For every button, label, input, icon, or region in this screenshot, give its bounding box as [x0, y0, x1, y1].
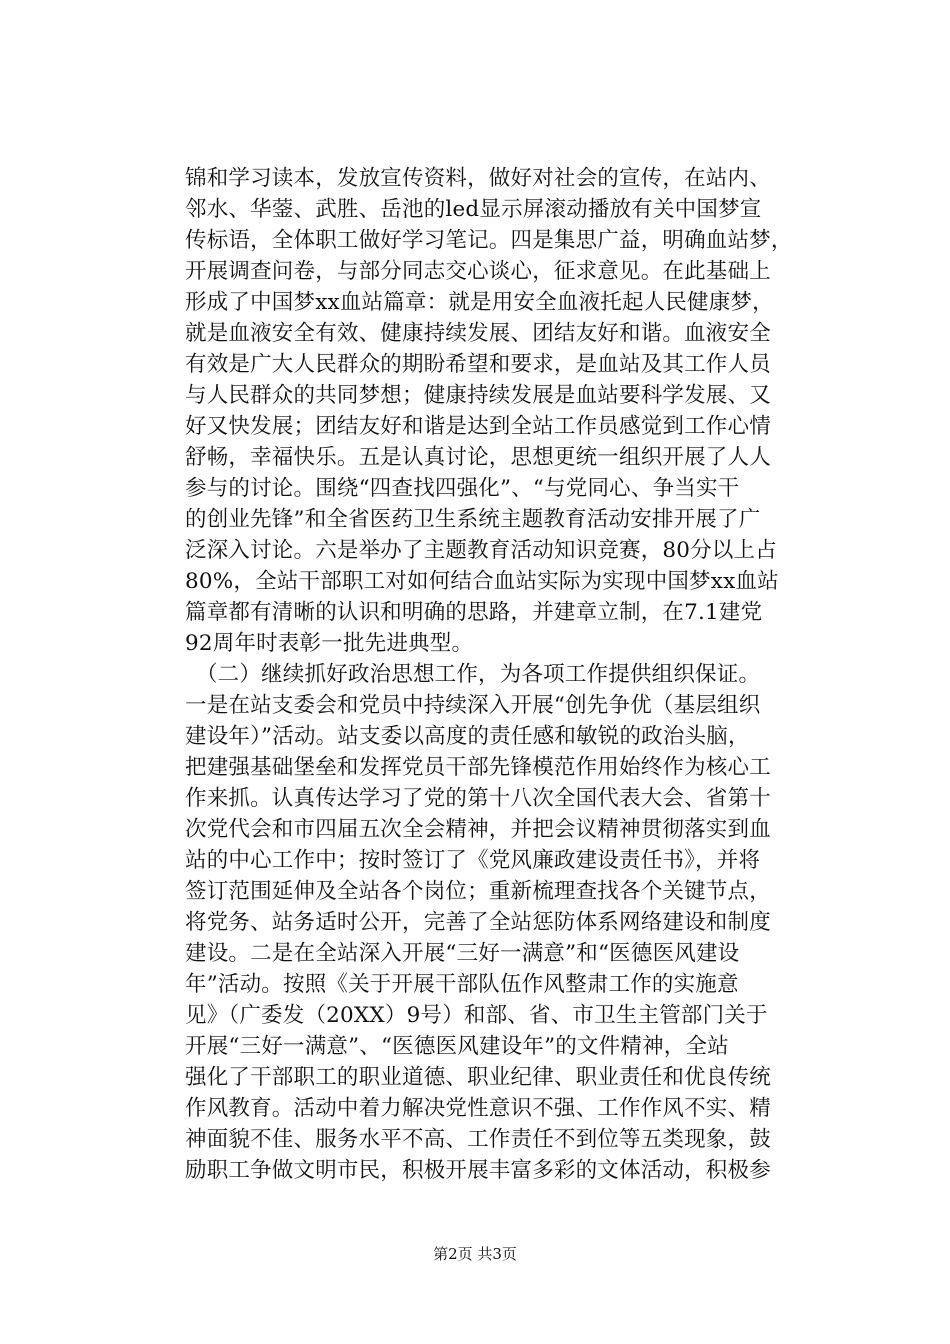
text-line: 年”活动。按照《关于开展干部队伍作风整肃工作的实施意 — [185, 972, 739, 997]
text-line: 好又快发展；团结友好和谐是达到全站工作员感觉到工作心情 — [185, 414, 771, 439]
text-line: 一是在站支委会和党员中持续深入开展“创先争优（基层组织 — [185, 693, 761, 718]
text-line: 见》（广委发（20XX）9号）和部、省、市卫生主管部门关于 — [185, 1003, 768, 1028]
text-line: 篇章都有清晰的认识和明确的思路，并建章立制，在7.1建党 — [185, 600, 763, 625]
text-line: 把建强基础堡垒和发挥党员干部先锋模范作用始终作为核心工 — [185, 755, 771, 780]
page-number: 第2页 共3页 — [433, 1245, 517, 1263]
text-line: 邻水、华蓥、武胜、岳池的led显示屏滚动播放有关中国梦宣 — [185, 197, 762, 222]
text-line: 92周年时表彰一批先进典型。 — [185, 631, 474, 656]
text-line: 签订范围延伸及全站各个岗位；重新梳理查找各个关键节点， — [185, 879, 771, 904]
text-line: 与人民群众的共同梦想；健康持续发展是血站要科学发展、又 — [185, 383, 771, 408]
text-line: 舒畅，幸福快乐。五是认真讨论，思想更统一组织开展了人人 — [185, 445, 771, 470]
text-line: 开展“三好一满意”、“医德医风建设年”的文件精神，全站 — [185, 1034, 729, 1059]
text-line: 的创业先锋”和全省医药卫生系统主题教育活动安排开展了广 — [185, 507, 761, 532]
text-line: 锦和学习读本，发放宣传资料，做好对社会的宣传，在站内、 — [185, 166, 771, 191]
text-line: 有效是广大人民群众的期盼希望和要求，是血站及其工作人员 — [185, 352, 771, 377]
text-line: 参与的讨论。围绕“四查找四强化”、“与党同心、争当实干 — [185, 476, 740, 501]
text-line: 站的中心工作中；按时签订了《党风廉政建设责任书》，并将 — [185, 848, 761, 873]
text-line: 泛深入讨论。六是举办了主题教育活动知识竞赛，80分以上占 — [185, 538, 777, 563]
section-heading-line: （二）继续抓好政治思想工作，为各项工作提供组织保证。 — [185, 662, 761, 687]
text-line: 就是血液安全有效、健康持续发展、团结友好和谐。血液安全 — [185, 321, 771, 346]
text-line: 80%，全站干部职工对如何结合血站实际为实现中国梦xx血站 — [185, 569, 779, 594]
text-line: 开展调查问卷，与部分同志交心谈心，征求意见。在此基础上 — [185, 259, 771, 284]
text-line: 神面貌不佳、服务水平不高、工作责任不到位等五类现象，鼓 — [185, 1127, 771, 1152]
text-line: 强化了干部职工的职业道德、职业纪律、职业责任和优良传统 — [185, 1065, 771, 1090]
text-line: 传标语，全体职工做好学习笔记。四是集思广益，明确血站梦， — [185, 228, 793, 253]
text-line: 作风教育。活动中着力解决党性意识不强、工作作风不实、精 — [185, 1096, 771, 1121]
text-line: 次党代会和市四届五次全会精神，并把会议精神贯彻落实到血 — [185, 817, 771, 842]
text-line: 建设。二是在全站深入开展“三好一满意”和“医德医风建设 — [185, 941, 740, 966]
page-footer — [0, 1244, 950, 1264]
text-line: 励职工争做文明市民，积极开展丰富多彩的文体活动，积极参 — [185, 1158, 771, 1183]
text-line: 将党务、站务适时公开，完善了全站惩防体系网络建设和制度 — [185, 910, 771, 935]
text-line: 形成了中国梦xx血站篇章：就是用安全血液托起人民健康梦， — [185, 290, 774, 315]
text-line: 作来抓。认真传达学习了党的第十八次全国代表大会、省第十 — [185, 786, 771, 811]
text-line: 建设年）”活动。站支委以高度的责任感和敏锐的政治头脑， — [185, 724, 750, 749]
document-body — [185, 163, 865, 1186]
